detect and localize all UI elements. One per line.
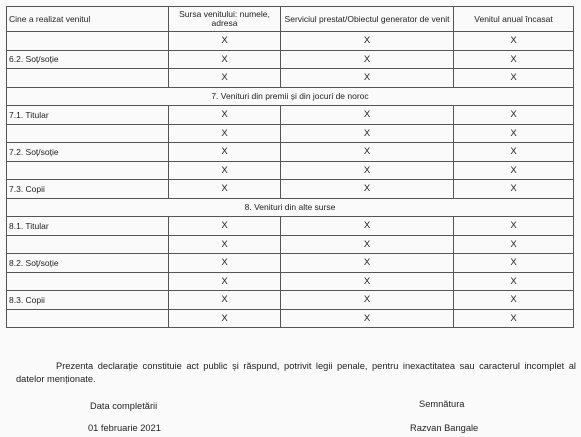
source-cell: X xyxy=(169,309,281,328)
service-cell: X xyxy=(281,180,454,199)
income-table xyxy=(6,6,574,328)
source-cell: X xyxy=(169,291,281,310)
row-label: 7.2. Soț/soție xyxy=(7,143,169,162)
income-cell: X xyxy=(454,180,574,199)
header-source: Sursa venitului: numele, adresa xyxy=(169,7,281,32)
table-row xyxy=(7,124,574,143)
income-cell: X xyxy=(454,69,574,88)
service-cell: X xyxy=(281,272,454,291)
table-row xyxy=(7,272,574,291)
table-body xyxy=(7,32,574,328)
row-label: 8.3. Copii xyxy=(7,291,169,310)
source-cell: X xyxy=(169,254,281,273)
header-service: Serviciul prestat/Obiectul generator de venit xyxy=(281,7,454,32)
service-cell: X xyxy=(281,161,454,180)
source-cell: X xyxy=(169,161,281,180)
service-cell: X xyxy=(281,254,454,273)
service-cell: X xyxy=(281,217,454,236)
header-annual-income: Venitul anual încasat xyxy=(454,7,574,32)
income-cell: X xyxy=(454,309,574,328)
source-cell: X xyxy=(169,143,281,162)
income-cell: X xyxy=(454,291,574,310)
table-row xyxy=(7,291,574,310)
service-cell: X xyxy=(281,235,454,254)
income-cell: X xyxy=(454,217,574,236)
row-label xyxy=(7,124,169,143)
income-cell: X xyxy=(454,124,574,143)
row-label xyxy=(7,309,169,328)
table-row xyxy=(7,161,574,180)
table-row xyxy=(7,106,574,125)
source-cell: X xyxy=(169,217,281,236)
source-cell: X xyxy=(169,50,281,69)
statement-text: Prezenta declarație constituie act public și răspund, potrivit legii penale, pentru inexactitatea sau caracterul incomplet al datelor menționate. xyxy=(16,361,576,384)
service-cell: X xyxy=(281,32,454,51)
income-cell: X xyxy=(454,50,574,69)
row-label xyxy=(7,161,169,180)
service-cell: X xyxy=(281,50,454,69)
table-row xyxy=(7,235,574,254)
source-cell: X xyxy=(169,235,281,254)
row-label xyxy=(7,235,169,254)
row-label xyxy=(7,272,169,291)
table-row xyxy=(7,309,574,328)
service-cell: X xyxy=(281,69,454,88)
section-title: 7. Venituri din premii și din jocuri de noroc xyxy=(7,87,574,106)
income-cell: X xyxy=(454,161,574,180)
table-row xyxy=(7,69,574,88)
table-row xyxy=(7,254,574,273)
income-cell: X xyxy=(454,254,574,273)
row-label: 8.2. Soț/soție xyxy=(7,254,169,273)
date-label: Data completării xyxy=(90,401,158,411)
signature-name: Razvan Bangale xyxy=(410,423,479,433)
table-row xyxy=(7,143,574,162)
source-cell: X xyxy=(169,272,281,291)
income-cell: X xyxy=(454,143,574,162)
service-cell: X xyxy=(281,309,454,328)
row-label: 7.3. Copii xyxy=(7,180,169,199)
income-cell: X xyxy=(454,235,574,254)
source-cell: X xyxy=(169,69,281,88)
income-cell: X xyxy=(454,32,574,51)
source-cell: X xyxy=(169,32,281,51)
declaration-statement xyxy=(16,360,576,386)
section-row xyxy=(7,87,574,106)
income-cell: X xyxy=(454,106,574,125)
source-cell: X xyxy=(169,124,281,143)
row-label: 6.2. Soț/soție xyxy=(7,50,169,69)
header-who: Cine a realizat venitul xyxy=(7,7,169,32)
table-row xyxy=(7,217,574,236)
table-row xyxy=(7,32,574,51)
signature-label: Semnătura xyxy=(419,399,465,409)
row-label xyxy=(7,32,169,51)
service-cell: X xyxy=(281,291,454,310)
income-cell: X xyxy=(454,272,574,291)
row-label: 7.1. Titular xyxy=(7,106,169,125)
table-row xyxy=(7,50,574,69)
service-cell: X xyxy=(281,124,454,143)
section-title: 8. Venituri din alte surse xyxy=(7,198,574,217)
date-value: 01 februarie 2021 xyxy=(88,423,161,433)
service-cell: X xyxy=(281,106,454,125)
section-row xyxy=(7,198,574,217)
table-header-row xyxy=(7,7,574,32)
service-cell: X xyxy=(281,143,454,162)
row-label xyxy=(7,69,169,88)
source-cell: X xyxy=(169,180,281,199)
row-label: 8.1. Titular xyxy=(7,217,169,236)
source-cell: X xyxy=(169,106,281,125)
table-row xyxy=(7,180,574,199)
